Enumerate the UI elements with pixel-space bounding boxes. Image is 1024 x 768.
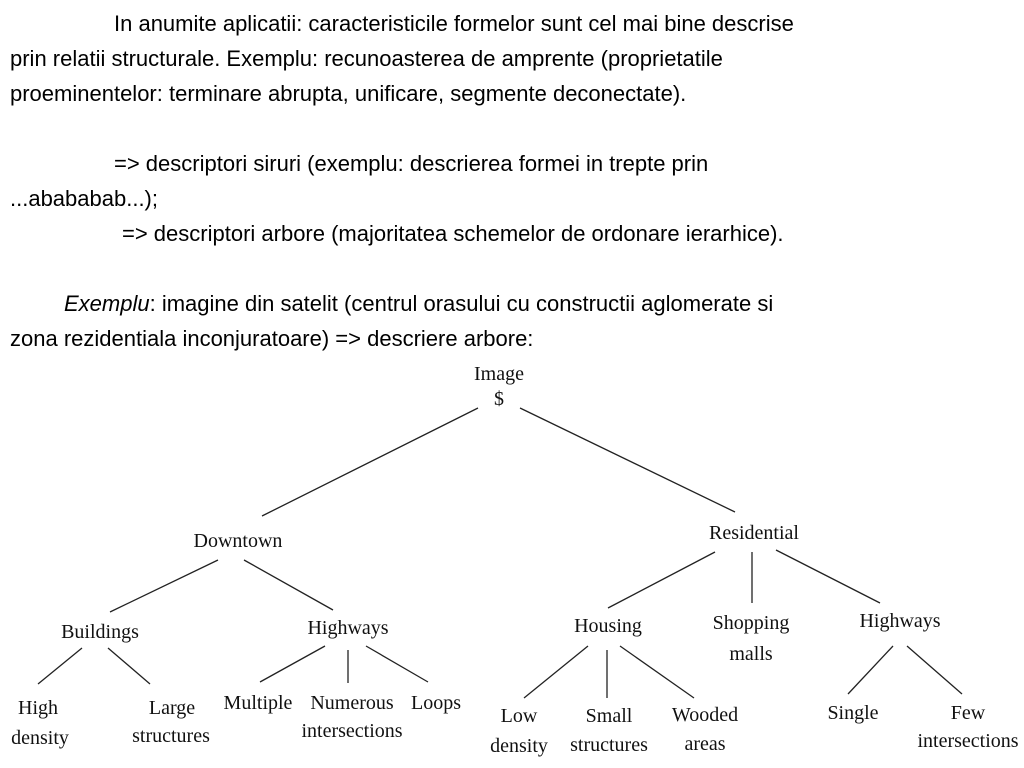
node-large-structures: Large (148, 697, 196, 719)
paragraph-1-line-3: proeminentelor: terminare abrupta, unificare, segmente deconectate). (10, 81, 687, 106)
node-numerous-intersections-line2: intersections (301, 720, 403, 742)
edge-highways-loops (366, 646, 428, 682)
node-high-density: High (18, 697, 58, 719)
node-few-intersections: Few (950, 702, 986, 724)
node-small-structures: Small (585, 705, 633, 727)
edge-root-residential (520, 408, 735, 512)
node-few-intersections-line2: intersections (917, 730, 1019, 752)
node-residential: Residential (709, 522, 799, 544)
bullet-string-descriptors-cont: ...abababab...); (10, 186, 158, 211)
bullet-tree-descriptors: => descriptori arbore (majoritatea schemelor de ordonare ierarhice). (122, 221, 784, 246)
node-low-density: Low (500, 705, 538, 727)
edge-root-downtown (262, 408, 478, 516)
edge-residential-highways (776, 550, 880, 603)
node-single: Single (827, 702, 879, 724)
node-numerous-intersections: Numerous (310, 692, 394, 714)
bullet-string-descriptors: => descriptori siruri (exemplu: descrierea formei in trepte prin (114, 151, 709, 176)
edge-reshighways-few (907, 646, 962, 694)
edge-reshighways-single (848, 646, 893, 694)
node-shopping-malls-line2: malls (729, 643, 773, 665)
edge-buildings-highdensity (38, 648, 82, 684)
edge-housing-low (524, 646, 588, 698)
node-large-structures-line2: structures (132, 725, 210, 747)
edge-highways-multiple (260, 646, 325, 682)
example-label: Exemplu (64, 291, 150, 316)
node-image: Image (474, 363, 524, 385)
example-line-2: zona rezidentiala inconjuratoare) => descriere arbore: (10, 326, 534, 351)
paragraph-1-line-2: prin relatii structurale. Exemplu: recunoasterea de amprente (proprietatile (10, 46, 723, 71)
paragraph-1-line-1: In anumite aplicatii: caracteristicile formelor sunt cel mai bine descrise (114, 11, 794, 36)
node-image-symbol: $ (494, 388, 504, 410)
node-low-density-line2: density (490, 735, 548, 757)
node-buildings: Buildings (61, 621, 139, 643)
node-residential-highways: Highways (859, 610, 941, 632)
node-downtown-highways: Highways (307, 617, 389, 639)
edge-housing-wooded (620, 646, 694, 698)
node-downtown: Downtown (193, 530, 283, 552)
node-high-density-line2: density (11, 727, 69, 749)
edge-residential-housing (608, 552, 715, 608)
node-multiple: Multiple (223, 692, 293, 714)
node-wooded-areas: Wooded (671, 704, 739, 726)
tree-nodes (11, 363, 1019, 757)
example-text-1: : imagine din satelit (centrul orasului cu constructii aglomerate si (149, 291, 774, 316)
node-wooded-areas-line2: areas (684, 733, 726, 755)
node-small-structures-line2: structures (570, 734, 648, 756)
edge-downtown-highways (244, 560, 333, 610)
edge-downtown-buildings (110, 560, 218, 612)
tree-edges (38, 408, 962, 698)
node-loops: Loops (411, 692, 461, 714)
node-shopping-malls: Shopping (712, 612, 790, 634)
node-housing: Housing (574, 615, 642, 637)
edge-buildings-large (108, 648, 150, 684)
